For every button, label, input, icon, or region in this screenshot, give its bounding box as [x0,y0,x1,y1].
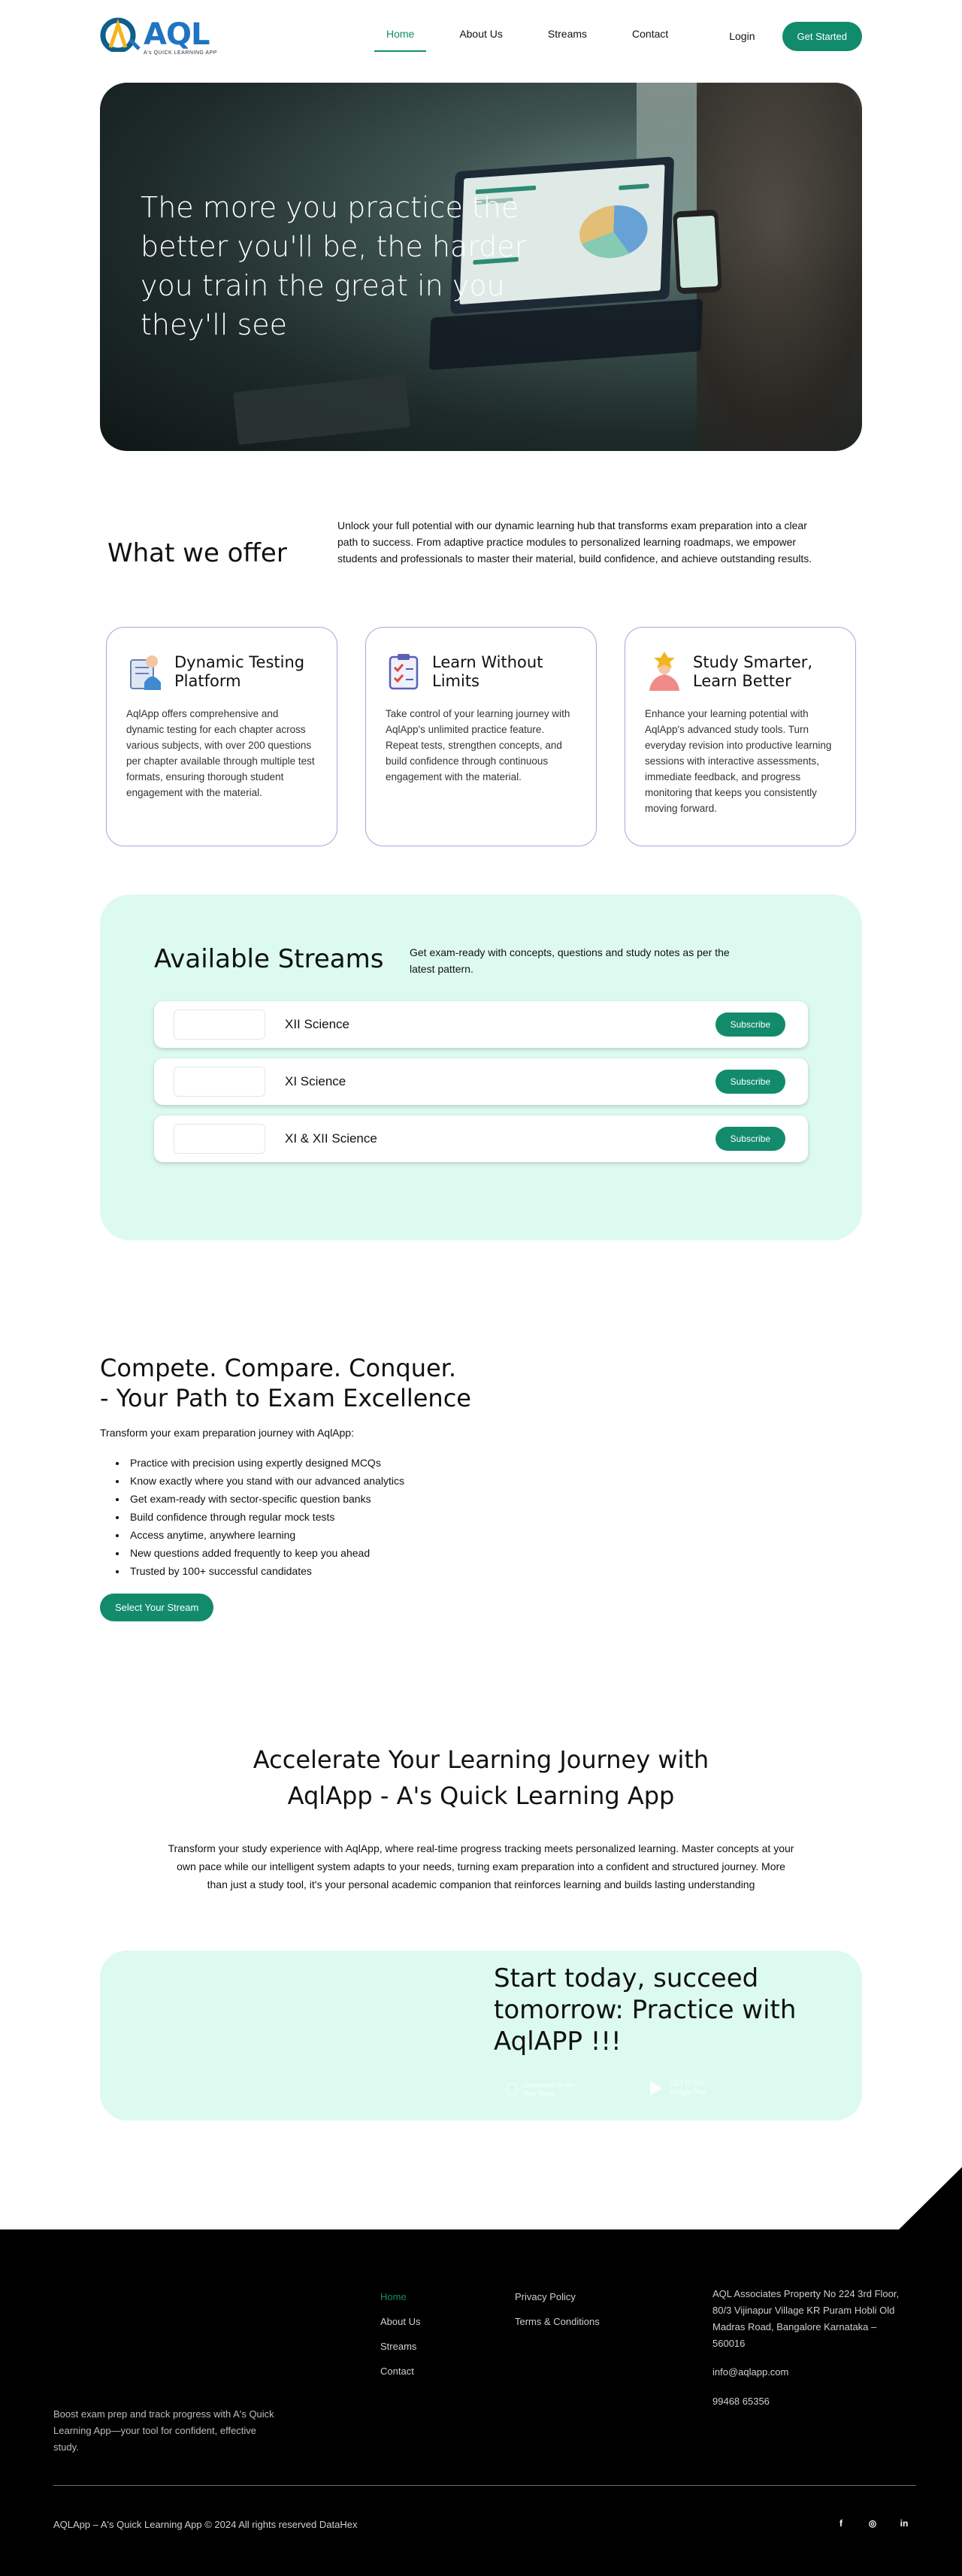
logo-mark [100,17,235,52]
play-store-badge[interactable] [649,2080,706,2096]
compete-title [100,1353,862,1413]
cta-title: Start today, succeed tomorrow: Practice with AqlAPP !!! [494,1963,797,2057]
linkedin-icon[interactable]: in [900,2518,909,2529]
compete-title-line1: Compete. Compare. Conquer. [100,1354,457,1382]
footer [0,2229,962,2576]
stream-name: XI & XII Science [285,1131,377,1146]
offer-title: What we offer [107,538,287,568]
card-title: Learn Without Limits [432,653,543,690]
accelerate-text: Transform your study experience with AqlApp, where real-time progress tracking meets personalized learning. Master concepts at your own pace while our intelligent system adapts to your needs, turning exam preparation into a confident and structured journey. More than just a study tool, it's your personal academic companion that reinforces learning and builds lasting understanding [168,1842,794,1890]
get-started-button[interactable]: Get Started [782,22,862,51]
instagram-icon[interactable]: ◎ [868,2518,877,2529]
cta-section [100,1951,862,2120]
feature-card [365,627,597,846]
offer-section [100,517,862,568]
footer-link-streams[interactable]: Streams [380,2341,417,2352]
streams-subtitle: Get exam-ready with concepts, questions and study notes as per the latest pattern. [410,946,730,975]
accelerate-title [100,1742,862,1814]
compete-list [127,1454,862,1580]
nav-about[interactable]: About Us [459,28,503,40]
list-item: • Know exactly where you stand with our advanced analytics [127,1472,862,1490]
stream-thumbnail [174,1067,265,1097]
subscribe-button[interactable]: Subscribe [715,1070,785,1094]
nav-links [364,20,691,52]
login-link[interactable]: Login [729,30,755,42]
subscribe-button[interactable]: Subscribe [715,1013,785,1037]
stream-row [154,1001,808,1048]
accelerate-title-line2: AqlApp - A's Quick Learning App [287,1781,675,1810]
footer-link-privacy[interactable]: Privacy Policy [515,2291,576,2302]
stream-list [154,1001,808,1162]
streams-section [100,894,862,1240]
footer-legal [515,2291,600,2327]
stream-name: XII Science [285,1017,349,1031]
offer-text: Unlock your full potential with our dynamic learning hub that transforms exam preparation into a clear path to success. From adaptive practice modules to personalized learning roadmaps, we empower students and professionals to master their material, build confidence, and achieve outstanding results. [337,519,812,565]
app-store-line2: App Store [512,2088,543,2096]
feature-cards [100,627,862,846]
list-item: • Practice with precision using expertly designed MCQs [127,1454,862,1472]
logo-emblem-icon [100,17,144,52]
stream-row [154,1115,808,1162]
card-text: Enhance your learning potential with AqlApp's advanced study tools. Turn everyday revision into productive learning sessions with interactive assessments, immediate feedback, and progress monitoring that keeps you consistently moving forward. [645,708,832,814]
streams-title: Available Streams [154,944,384,974]
apple-icon [506,2080,519,2099]
footer-phone[interactable]: 99468 65356 [712,2396,770,2407]
hero-title: The more you practice the better you'll be, the harder you train the great in you they'll see [141,191,527,341]
top-nav [100,0,862,72]
logo-text: AQL [144,17,210,52]
footer-link-home[interactable]: Home [380,2291,407,2302]
nav-streams[interactable]: Streams [547,28,588,40]
hero-person-shape [697,83,862,451]
feature-card [625,627,856,846]
card-text: Take control of your learning journey with AqlApp's unlimited practice feature. Repeat tests, strengthen concepts, and build confidence through continuous engagement with the material. [386,708,570,782]
compete-lead: Transform your exam preparation journey with AqlApp: [100,1427,354,1439]
compete-section [100,1353,862,1621]
footer-link-contact[interactable]: Contact [380,2366,414,2377]
list-item: • Access anytime, anywhere learning [127,1526,862,1544]
accelerate-section [100,1742,862,1893]
logo[interactable] [100,17,235,56]
list-item: • Trusted by 100+ successful candidates [127,1562,862,1580]
subscribe-button[interactable]: Subscribe [715,1127,785,1151]
app-store-badge[interactable] [506,2080,575,2099]
list-item: • Build confidence through regular mock tests [127,1508,862,1526]
footer-nav [380,2291,420,2377]
card-title: Study Smarter, Learn Better [693,653,813,690]
footer-wedge [0,2161,962,2230]
hero-phone-shape [673,210,722,295]
hero-banner [100,83,862,451]
card-text: AqlApp offers comprehensive and dynamic testing for each chapter across various subjects, with over 200 questions per chapter available through multiple test formats, ensuring thorough student engagement with the material. [126,708,315,798]
nav-actions [729,22,862,51]
checklist-icon [386,652,422,692]
feature-card [106,627,337,846]
accelerate-title-line1: Accelerate Your Learning Journey with [253,1745,709,1774]
stream-name: XI Science [285,1074,346,1088]
stream-thumbnail [174,1010,265,1040]
select-stream-button[interactable]: Select Your Stream [100,1594,213,1621]
footer-tagline: Boost exam prep and track progress with A's Quick Learning App—your tool for confident, effective study. [53,2408,274,2453]
compete-title-line2: - Your Path to Exam Excellence [100,1384,471,1412]
stream-row [154,1058,808,1105]
facebook-icon[interactable]: f [839,2518,843,2529]
list-item: • New questions added frequently to keep you ahead [127,1544,862,1562]
play-store-line2: Google Play [670,2088,707,2096]
growth-icon [645,652,682,692]
nav-home[interactable]: Home [374,20,426,52]
list-item: • Get exam-ready with sector-specific question banks [127,1490,862,1508]
student-test-icon [126,652,164,692]
footer-email[interactable]: info@aqlapp.com [712,2366,789,2378]
footer-social [833,2515,912,2532]
play-store-line1: GET IT ON [670,2080,703,2087]
card-title: Dynamic Testing Platform [174,653,305,690]
logo-subtitle: A's QUICK LEARNING APP [144,50,217,56]
hero-notebook-shape [233,374,410,445]
app-store-line1: Download on the [512,2080,563,2087]
nav-contact[interactable]: Contact [632,28,669,40]
stream-thumbnail [174,1124,265,1154]
footer-divider [53,2485,916,2486]
play-icon [649,2080,664,2096]
footer-link-terms[interactable]: Terms & Conditions [515,2316,600,2327]
footer-address: AQL Associates Property No 224 3rd Floor, 80/3 Vijinapur Village KR Puram Hobli Old Madras Road, Bangalore Karnataka – 560016 [712,2288,900,2349]
footer-copyright: AQLApp – A's Quick Learning App © 2024 All rights reserved DataHex [53,2519,358,2530]
footer-link-about[interactable]: About Us [380,2316,421,2327]
